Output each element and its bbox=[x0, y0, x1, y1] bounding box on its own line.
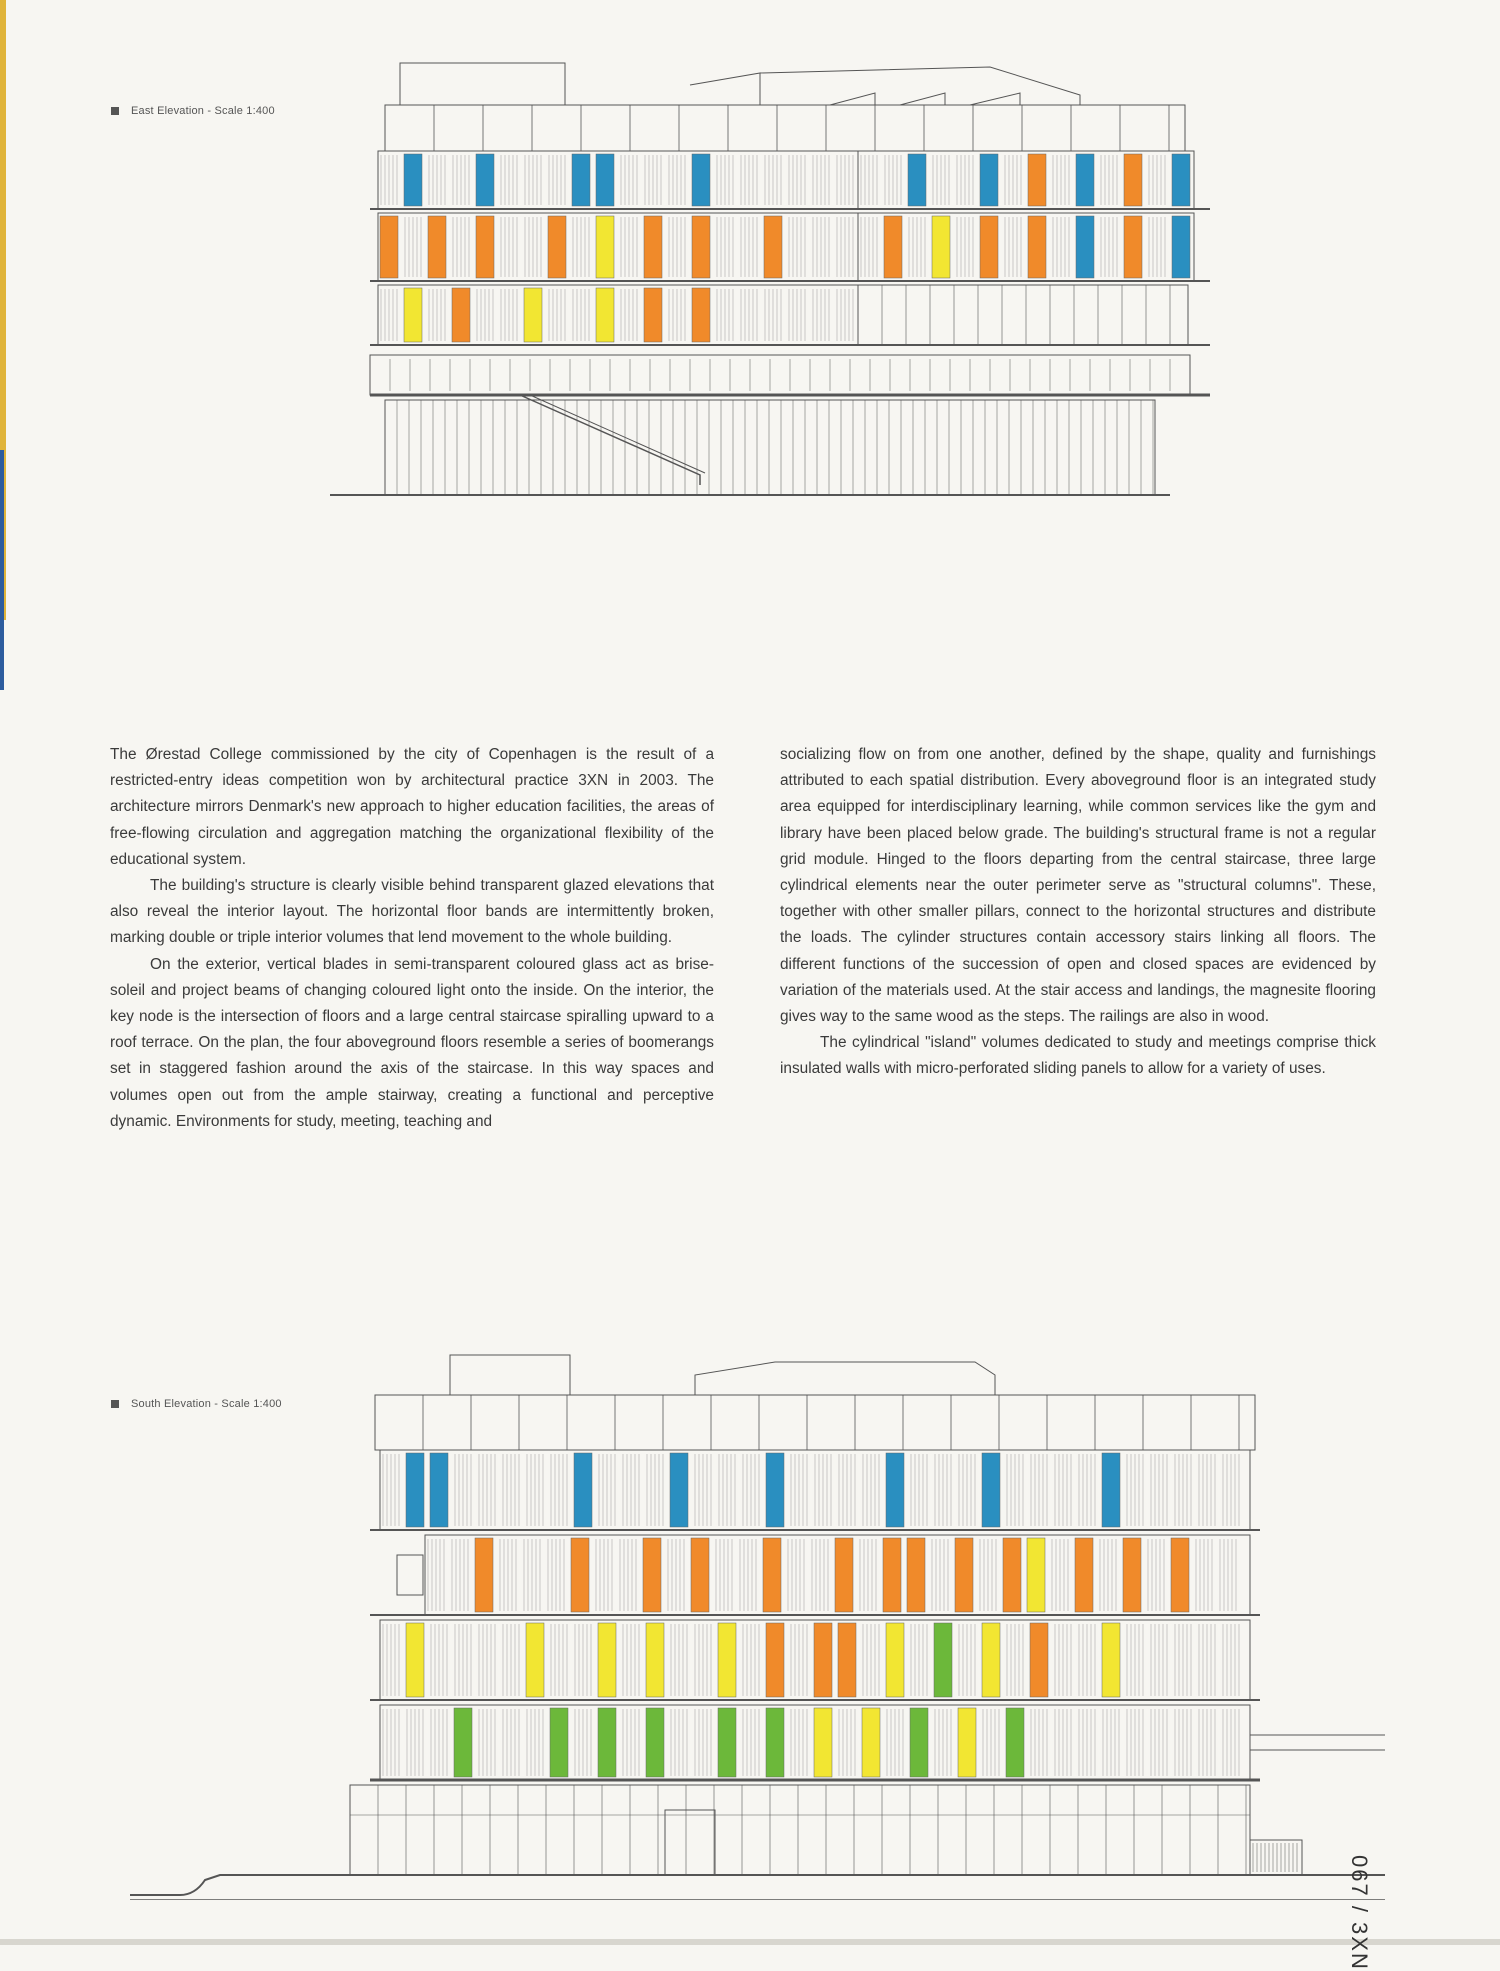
colored-fin bbox=[766, 1623, 784, 1697]
colored-fin bbox=[646, 1708, 664, 1777]
colored-fin bbox=[1028, 216, 1046, 278]
colored-fin bbox=[476, 154, 494, 206]
colored-fin bbox=[1172, 216, 1190, 278]
floor-band bbox=[378, 151, 858, 209]
entrance-door bbox=[665, 1810, 715, 1875]
colored-fin bbox=[1076, 216, 1094, 278]
colored-fin bbox=[955, 1538, 973, 1612]
colored-fin bbox=[454, 1708, 472, 1777]
colored-fin bbox=[835, 1538, 853, 1612]
colored-fin bbox=[907, 1538, 925, 1612]
colored-fin bbox=[380, 216, 398, 278]
floor-band bbox=[858, 213, 1194, 281]
colored-fin bbox=[886, 1453, 904, 1527]
colored-fin bbox=[718, 1623, 736, 1697]
colored-fin bbox=[571, 1538, 589, 1612]
colored-fin bbox=[934, 1623, 952, 1697]
colored-fin bbox=[883, 1538, 901, 1612]
colored-fin bbox=[572, 154, 590, 206]
colored-fin bbox=[982, 1453, 1000, 1527]
colored-fin bbox=[958, 1708, 976, 1777]
east-elevation-caption: East Elevation - Scale 1:400 bbox=[111, 105, 275, 117]
colored-fin bbox=[476, 216, 494, 278]
colored-fin bbox=[524, 288, 542, 342]
colored-fin bbox=[548, 216, 566, 278]
page-folio: 067 / 3XN bbox=[1347, 1855, 1372, 1971]
colored-fin bbox=[1003, 1538, 1021, 1612]
roof-skylight bbox=[900, 93, 945, 105]
roof-skylight bbox=[690, 73, 760, 105]
article-left-column bbox=[110, 742, 714, 1135]
roof-plant-room bbox=[450, 1355, 570, 1395]
article-paragraph: socializing flow on from one another, defined by the shape, quality and furnishings attributed to each spatial distribution. Every aboveground floor is an integrated study area equipped for interdisciplinary learning, while common services like the gym and library have been placed below grade. The building's structural frame is not a regular grid module. Hinged to the floors departing from the central staircase, three large cylindrical elements near the outer perimeter serve as "structural columns". These, together with other smaller pillars, connect to the horizontal structures and distribute the loads. The cylinder structures contain accessory stairs linking all floors. The different functions of the succession of open and closed spaces are evidenced by variation of the materials used. At the stair access and landings, the magnesite flooring gives way to the same wood as the steps. The railings are also in wood. bbox=[780, 746, 1376, 1026]
ground-line bbox=[130, 1875, 1385, 1895]
colored-fin bbox=[910, 1708, 928, 1777]
colored-fin bbox=[646, 1623, 664, 1697]
exterior-stair-rail bbox=[530, 395, 705, 473]
colored-fin bbox=[670, 1453, 688, 1527]
colored-fin bbox=[550, 1708, 568, 1777]
colored-fin bbox=[475, 1538, 493, 1612]
colored-fin bbox=[692, 154, 710, 206]
colored-fin bbox=[644, 216, 662, 278]
colored-fin bbox=[428, 216, 446, 278]
colored-fin bbox=[1102, 1453, 1120, 1527]
colored-fin bbox=[764, 216, 782, 278]
colored-fin bbox=[404, 154, 422, 206]
colored-fin bbox=[596, 154, 614, 206]
parapet-band bbox=[385, 105, 1185, 151]
east-elevation-svg bbox=[330, 55, 1270, 570]
floor-band bbox=[858, 285, 1188, 345]
article-paragraph: The building's structure is clearly visible behind transparent glazed elevations that also reveal the interior layout. The horizontal floor bands are intermittently broken, marking double or triple interior volumes that lend movement to the whole building. bbox=[110, 877, 714, 947]
stair-block bbox=[1250, 1840, 1302, 1875]
colored-fin bbox=[1172, 154, 1190, 206]
article-paragraph: The Ørestad College commissioned by the city of Copenhagen is the result of a restricted-entry ideas competition won by architectural practice 3XN in 2003. The architecture mirrors Denmark's new approach to higher education facilities, the areas of free-flowing circulation and aggregation matching the organizational flexibility of the educational system. bbox=[110, 746, 714, 868]
article-right-column bbox=[780, 742, 1376, 1083]
roof-outline bbox=[695, 1362, 995, 1395]
colored-fin bbox=[718, 1708, 736, 1777]
article-paragraph: The cylindrical "island" volumes dedicated to study and meetings comprise thick insulated walls with micro-perforated sliding panels to allow for a variety of uses. bbox=[780, 1034, 1376, 1078]
colored-fin bbox=[598, 1708, 616, 1777]
colored-fin bbox=[766, 1453, 784, 1527]
colored-fin bbox=[1027, 1538, 1045, 1612]
page-edge-blue bbox=[0, 450, 4, 690]
colored-fin bbox=[406, 1623, 424, 1697]
page-edge-bottom bbox=[0, 1939, 1500, 1945]
colored-fin bbox=[526, 1623, 544, 1697]
east-elevation-drawing bbox=[330, 55, 1270, 570]
colored-fin bbox=[1030, 1623, 1048, 1697]
colored-fin bbox=[1171, 1538, 1189, 1612]
balcony-rail bbox=[397, 1555, 423, 1595]
colored-fin bbox=[598, 1623, 616, 1697]
plinth-glazing bbox=[385, 400, 1155, 495]
colored-fin bbox=[1123, 1538, 1141, 1612]
colored-fin bbox=[763, 1538, 781, 1612]
colored-fin bbox=[1076, 154, 1094, 206]
colored-fin bbox=[1124, 154, 1142, 206]
colored-fin bbox=[596, 288, 614, 342]
colored-fin bbox=[766, 1708, 784, 1777]
colored-fin bbox=[452, 288, 470, 342]
colored-fin bbox=[1006, 1708, 1024, 1777]
colored-fin bbox=[980, 154, 998, 206]
colored-fin bbox=[691, 1538, 709, 1612]
colored-fin bbox=[644, 288, 662, 342]
colored-fin bbox=[886, 1623, 904, 1697]
article-paragraph: On the exterior, vertical blades in semi-transparent coloured glass act as brise-soleil and project beams of changing coloured light onto the inside. On the interior, the key node is the intersection of floors and a large central staircase spiralling upward to a roof terrace. On the plan, the four aboveground floors resemble a series of boomerangs set in staggered fashion around the axis of the staircase. In this way spaces and volumes open out from the ample stairway, creating a functional and perceptive dynamic. Environments for study, meeting, teaching and bbox=[110, 955, 714, 1130]
floor-band bbox=[378, 285, 858, 345]
colored-fin bbox=[404, 288, 422, 342]
parapet-band bbox=[375, 1395, 1255, 1450]
roof-skylight bbox=[970, 93, 1020, 105]
colored-fin bbox=[430, 1453, 448, 1527]
colored-fin bbox=[1124, 216, 1142, 278]
colored-fin bbox=[1075, 1538, 1093, 1612]
south-elevation-svg bbox=[125, 1340, 1385, 1900]
colored-fin bbox=[884, 216, 902, 278]
colored-fin bbox=[814, 1708, 832, 1777]
south-elevation-caption: South Elevation - Scale 1:400 bbox=[111, 1398, 282, 1410]
caption-bullet-icon bbox=[111, 1400, 119, 1408]
colored-fin bbox=[1028, 154, 1046, 206]
colored-fin bbox=[980, 216, 998, 278]
roof-skylight bbox=[830, 93, 875, 105]
caption-bullet-icon bbox=[111, 107, 119, 115]
ground-floor-band bbox=[370, 355, 1190, 395]
floor-band bbox=[378, 213, 858, 281]
colored-fin bbox=[692, 216, 710, 278]
colored-fin bbox=[908, 154, 926, 206]
colored-fin bbox=[1102, 1623, 1120, 1697]
colored-fin bbox=[574, 1453, 592, 1527]
colored-fin bbox=[982, 1623, 1000, 1697]
colored-fin bbox=[838, 1623, 856, 1697]
colored-fin bbox=[406, 1453, 424, 1527]
plinth-glazing bbox=[350, 1785, 1250, 1875]
colored-fin bbox=[814, 1623, 832, 1697]
colored-fin bbox=[692, 288, 710, 342]
south-elevation-drawing bbox=[125, 1340, 1385, 1900]
roof-plant-room bbox=[400, 63, 565, 105]
colored-fin bbox=[932, 216, 950, 278]
colored-fin bbox=[862, 1708, 880, 1777]
colored-fin bbox=[596, 216, 614, 278]
colored-fin bbox=[643, 1538, 661, 1612]
